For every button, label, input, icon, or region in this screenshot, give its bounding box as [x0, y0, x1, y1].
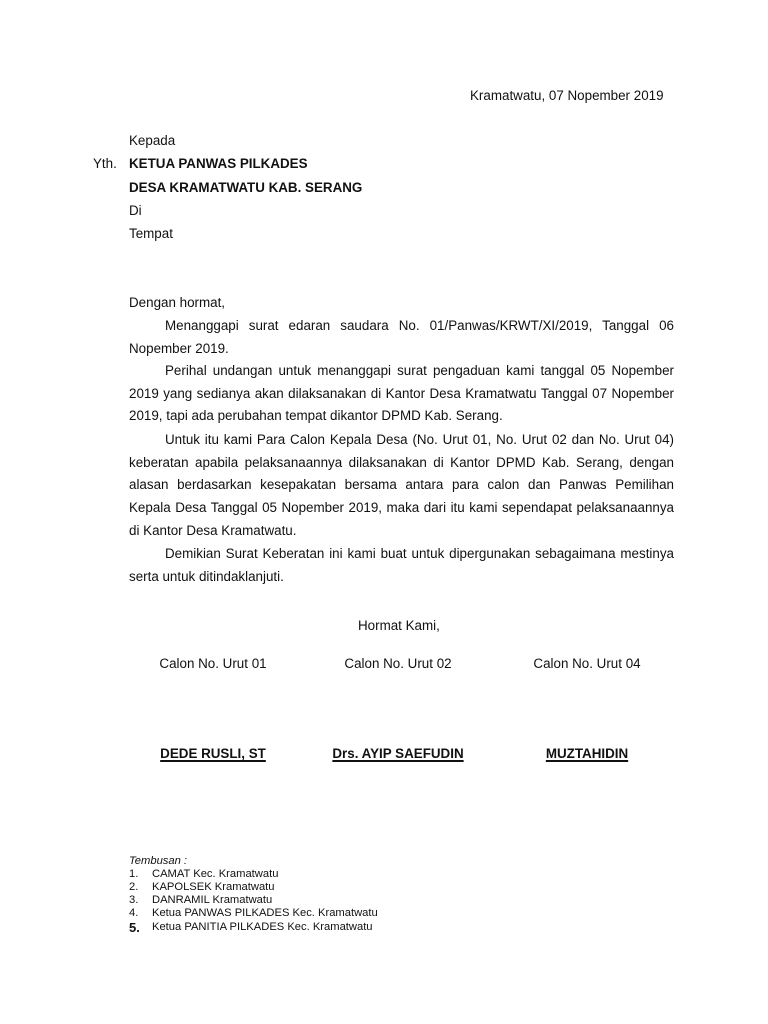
signatory-name: DEDE RUSLI, ST [160, 746, 266, 761]
recipient-tempat: Tempat [129, 226, 173, 241]
signatory-name: Drs. AYIP SAEFUDIN [332, 746, 464, 761]
greeting: Dengan hormat, [129, 295, 226, 310]
paragraph-text: Demikian Surat Keberatan ini kami buat untuk dipergunakan sebagaimana mestinya serta untuk ditindaklanjuti. [129, 546, 674, 584]
list-number: 1. [129, 868, 139, 880]
list-number: 4. [129, 907, 139, 919]
recipient-line2: DESA KRAMATWATU KAB. SERANG [129, 180, 363, 195]
list-number: 3. [129, 894, 139, 906]
list-item [129, 921, 429, 935]
paragraph-text: Perihal undangan untuk menanggapi surat pengaduan kami tanggal 05 Nopember 2019 yang sedianya akan dilaksanakan di Kantor Desa Kramatwatu Tanggal 07 Nopember 2019, tapi ada perubahan tempat dikantor DPMD Kab. Serang. [129, 363, 674, 424]
signatory-role: Calon No. Urut 04 [533, 656, 641, 671]
signatory-04 [487, 656, 687, 761]
signatory-name: MUZTAHIDIN [545, 746, 629, 761]
list-text: KAPOLSEK Kramatwatu [152, 881, 275, 893]
closing: Hormat Kami, [358, 618, 440, 633]
list-number: 5. [129, 920, 140, 935]
list-item [129, 868, 429, 881]
list-item [129, 881, 429, 894]
signatory-02 [298, 656, 498, 761]
tembusan-title: Tembusan : [129, 855, 188, 867]
place-date: Kramatwatu, 07 Nopember 2019 [470, 88, 664, 103]
paragraph-text: Untuk itu kami Para Calon Kepala Desa (No. Urut 01, No. Urut 02 dan No. Urut 04) keberatan apabila pelaksanaannya dilaksanakan di Kantor DPMD Kab. Serang, dengan alasan berdasarkan kesepakatan bersama antara para calon dan Panwas Pemilihan Kepala Desa Tanggal 05 Nopember 2019, maka dari itu kami sependapat pelaksanaannya di Kantor Desa Kramatwatu. [129, 432, 674, 538]
list-text: Ketua PANITIA PILKADES Kec. Kramatwatu [152, 921, 373, 933]
tembusan-block [129, 855, 429, 935]
signatory-01 [113, 656, 313, 761]
recipient-di: Di [129, 203, 142, 218]
signatory-role: Calon No. Urut 02 [344, 656, 452, 671]
body-paragraph [129, 543, 674, 588]
list-item [129, 894, 429, 907]
list-text: CAMAT Kec. Kramatwatu [152, 868, 279, 880]
recipient-kepada: Kepada [129, 133, 176, 148]
body-paragraph [129, 360, 674, 428]
body-paragraph [129, 315, 674, 360]
recipient-line1: KETUA PANWAS PILKADES [129, 156, 308, 171]
paragraph-text: Menanggapi surat edaran saudara No. 01/Panwas/KRWT/XI/2019, Tanggal 06 Nopember 2019. [129, 318, 674, 356]
body-paragraph [129, 429, 674, 543]
list-item [129, 907, 429, 920]
list-number: 2. [129, 881, 139, 893]
list-text: Ketua PANWAS PILKADES Kec. Kramatwatu [152, 907, 378, 919]
signatory-role: Calon No. Urut 01 [159, 656, 267, 671]
recipient-yth: Yth. [93, 156, 117, 171]
list-text: DANRAMIL Kramatwatu [152, 894, 273, 906]
